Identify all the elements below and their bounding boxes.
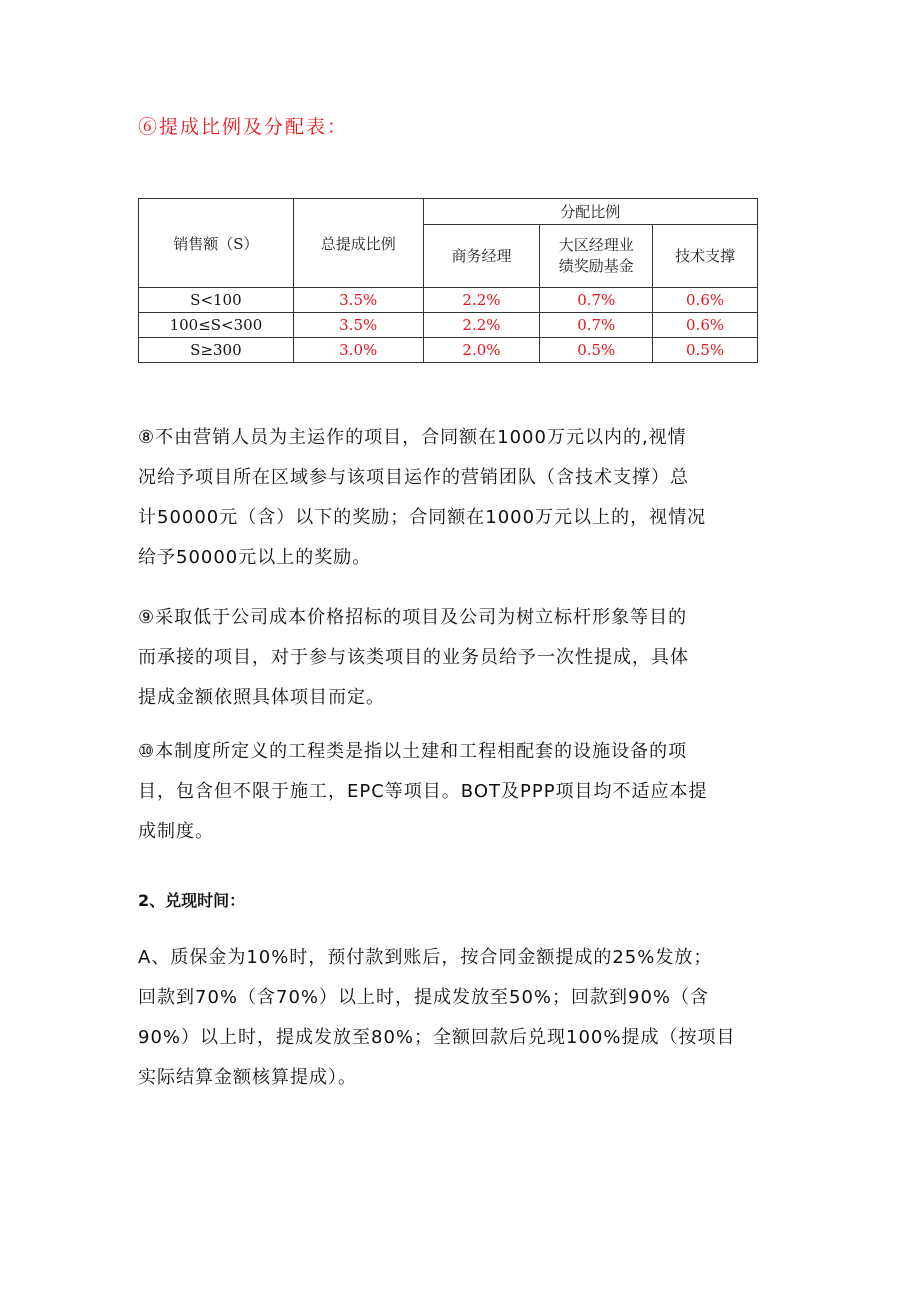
cell-tech: 0.6% [653, 313, 758, 338]
cell-tech: 0.6% [653, 288, 758, 313]
cell-range: S<100 [139, 288, 294, 313]
paragraph-line: 给予50000元以上的奖励。 [138, 547, 372, 568]
paragraph-line: 成制度。 [138, 821, 214, 842]
header-sales: 销售额（S） [139, 199, 294, 288]
cell-total: 3.0% [293, 338, 423, 363]
paragraph-line: 而承接的项目，对于参与该类项目的业务员给予一次性提成，具体 [138, 647, 689, 668]
commission-table [138, 198, 758, 363]
header-regional-line1: 大区经理业 [558, 236, 634, 254]
paragraph-line: 回款到70%（含70%）以上时，提成发放至50%；回款到90%（含 [138, 987, 710, 1008]
cell-range: S≥300 [139, 338, 294, 363]
paragraph-10 [138, 732, 778, 852]
paragraph-line: A、质保金为10%时，预付款到账后，按合同金额提成的25%发放； [138, 947, 713, 968]
paragraph-line: ⑨采取低于公司成本价格招标的项目及公司为树立标杆形象等目的 [138, 607, 688, 628]
table-row [139, 338, 758, 363]
paragraph-line: 目，包含但不限于施工，EPC等项目。BOT及PPP项目均不适应本提 [138, 781, 708, 802]
paragraph-line: 实际结算金额核算提成）。 [138, 1067, 357, 1088]
paragraph-line: 况给予项目所在区域参与该项目运作的营销团队（含技术支撑）总 [138, 467, 689, 488]
table-row [139, 313, 758, 338]
cell-tech: 0.5% [653, 338, 758, 363]
cell-regional: 0.7% [540, 288, 653, 313]
header-regional-line2: 绩奖励基金 [558, 257, 634, 275]
cell-business: 2.2% [423, 288, 540, 313]
section-heading: ⑥提成比例及分配表： [138, 116, 349, 138]
paragraph-line: ⑧不由营销人员为主运作的项目，合同额在1000万元以内的,视情 [138, 427, 687, 448]
header-total-ratio: 总提成比例 [293, 199, 423, 288]
header-regional-fund [540, 225, 653, 288]
cell-business: 2.2% [423, 313, 540, 338]
table-row [139, 288, 758, 313]
cell-business: 2.0% [423, 338, 540, 363]
cell-total: 3.5% [293, 313, 423, 338]
paragraph-line: ⑩本制度所定义的工程类是指以土建和工程相配套的设施设备的项 [138, 741, 688, 762]
cell-regional: 0.5% [540, 338, 653, 363]
header-tech-support: 技术支撑 [653, 225, 758, 288]
table-header-row [139, 199, 758, 225]
paragraph-9 [138, 598, 778, 718]
paragraph-line: 计50000元（含）以下的奖励；合同额在1000万元以上的，视情况 [138, 507, 707, 528]
cell-range: 100≤S<300 [139, 313, 294, 338]
cash-time-heading: 2、兑现时间： [138, 891, 246, 910]
header-distribution: 分配比例 [423, 199, 757, 225]
cell-regional: 0.7% [540, 313, 653, 338]
cash-paragraph [138, 938, 778, 1098]
paragraph-line: 提成金额依照具体项目而定。 [138, 687, 385, 708]
cell-total: 3.5% [293, 288, 423, 313]
paragraph-line: 90%）以上时，提成发放至80%；全额回款后兑现100%提成（按项目 [138, 1027, 736, 1048]
header-business-manager: 商务经理 [423, 225, 540, 288]
paragraph-8 [138, 418, 778, 578]
